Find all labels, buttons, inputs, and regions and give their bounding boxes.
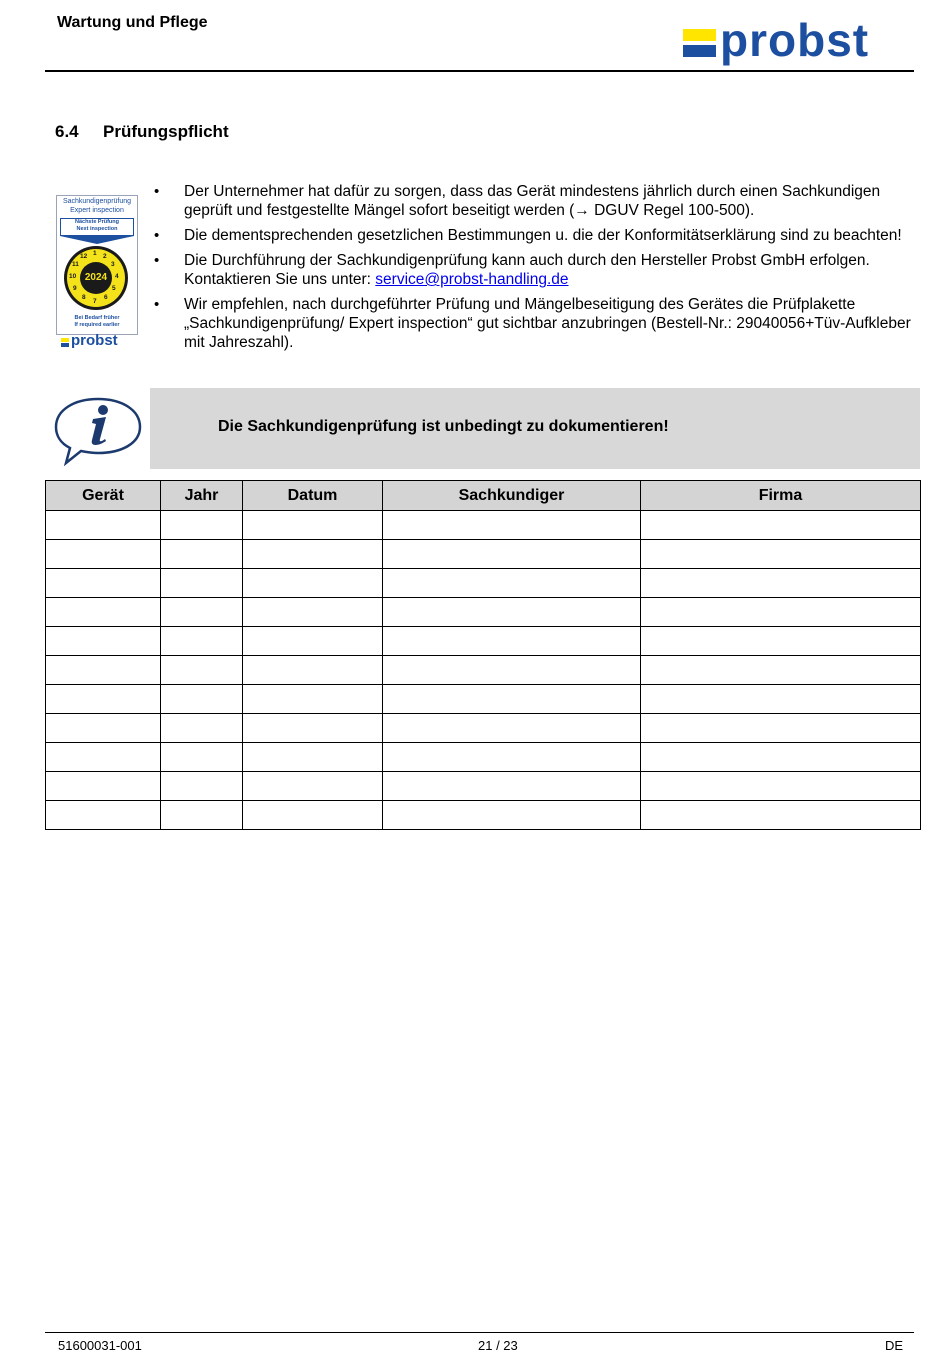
bullet-icon: • (154, 296, 160, 313)
table-cell[interactable] (641, 569, 921, 598)
list-item-text: Die dementsprechenden gesetzlichen Bestimmungen u. die der Konformitätserklärung sind zu beachten! (184, 227, 902, 244)
table-cell[interactable] (243, 685, 383, 714)
table-cell[interactable] (161, 540, 243, 569)
table-cell[interactable] (641, 801, 921, 830)
table-cell[interactable] (161, 598, 243, 627)
table-cell[interactable] (46, 743, 161, 772)
table-cell[interactable] (243, 772, 383, 801)
table-row (46, 656, 921, 685)
plaque-month: 9 (73, 285, 77, 292)
table-cell[interactable] (161, 801, 243, 830)
table-cell[interactable] (46, 569, 161, 598)
inspection-plaque-image (56, 195, 138, 353)
logo-blue-bar (683, 45, 716, 57)
plaque-card (56, 195, 138, 335)
inspection-log-table (45, 480, 921, 830)
logo-wordmark: probst (720, 14, 870, 66)
plaque-title-en: Expert inspection (70, 207, 124, 214)
service-email-link[interactable]: service@probst-handling.de (375, 271, 569, 288)
table-cell[interactable] (161, 656, 243, 685)
table-cell[interactable] (243, 598, 383, 627)
table-row (46, 801, 921, 830)
table-cell[interactable] (243, 569, 383, 598)
plaque-month: 1 (93, 250, 97, 257)
table-cell[interactable] (383, 714, 641, 743)
table-row (46, 598, 921, 627)
table-cell[interactable] (641, 772, 921, 801)
table-cell[interactable] (46, 598, 161, 627)
plaque-year: 2024 (80, 262, 112, 294)
header-divider (45, 70, 914, 72)
table-row (46, 627, 921, 656)
table-cell[interactable] (46, 627, 161, 656)
table-cell[interactable] (383, 685, 641, 714)
plaque-logo-yellow-bar (61, 338, 69, 342)
plaque-fine-en: If required earlier (74, 322, 120, 328)
table-row (46, 743, 921, 772)
column-header-datum: Datum (243, 481, 383, 511)
table-cell[interactable] (46, 656, 161, 685)
info-notice-text: Die Sachkundigenprüfung ist unbedingt zu dokumentieren! (218, 418, 669, 435)
list-item (152, 295, 922, 352)
list-item (152, 251, 922, 289)
list-item (152, 182, 922, 220)
plaque-month: 8 (82, 294, 86, 301)
plaque-fine-de: Bei Bedarf früher (74, 315, 120, 321)
table-cell[interactable] (46, 801, 161, 830)
table-cell[interactable] (243, 801, 383, 830)
table-cell[interactable] (383, 511, 641, 540)
plaque-next-en: Next inspection (76, 226, 118, 232)
logo-yellow-bar (683, 29, 716, 41)
plaque-next-box (60, 218, 134, 236)
bullet-icon: • (154, 252, 160, 269)
table-cell[interactable] (641, 743, 921, 772)
plaque-title-de: Sachkundigenprüfung (62, 198, 132, 205)
plaque-month: 10 (69, 273, 77, 280)
plaque-logo-blue-bar (61, 343, 69, 347)
table-cell[interactable] (46, 511, 161, 540)
table-cell[interactable] (46, 540, 161, 569)
plaque-month: 12 (80, 253, 88, 260)
probst-logo (680, 14, 908, 70)
table-cell[interactable] (46, 685, 161, 714)
plaque-month: 7 (93, 298, 97, 305)
table-cell[interactable] (641, 540, 921, 569)
column-header-firma: Firma (641, 481, 921, 511)
section-number: 6.4 (55, 122, 79, 141)
info-bubble-icon (52, 395, 144, 467)
table-cell[interactable] (383, 598, 641, 627)
plaque-month: 3 (111, 261, 115, 268)
table-cell[interactable] (243, 540, 383, 569)
list-item (152, 226, 922, 245)
bullet-icon: • (154, 227, 160, 244)
table-cell[interactable] (161, 511, 243, 540)
table-row (46, 714, 921, 743)
table-cell[interactable] (161, 685, 243, 714)
table-cell[interactable] (243, 743, 383, 772)
column-header-sachkundiger: Sachkundiger (383, 481, 641, 511)
table-cell[interactable] (383, 656, 641, 685)
table-cell[interactable] (641, 598, 921, 627)
table-cell[interactable] (641, 685, 921, 714)
table-cell[interactable] (161, 627, 243, 656)
table-cell[interactable] (383, 569, 641, 598)
table-body (46, 511, 921, 830)
table-cell[interactable] (243, 714, 383, 743)
table-cell[interactable] (243, 627, 383, 656)
table-cell[interactable] (383, 743, 641, 772)
table-row (46, 569, 921, 598)
section-title: Prüfungspflicht (103, 122, 229, 141)
plaque-month: 4 (115, 273, 119, 280)
footer-doc-number: 51600031-001 (58, 1338, 142, 1353)
footer-page-number: 21 / 23 (478, 1338, 518, 1353)
table-cell[interactable] (46, 714, 161, 743)
plaque-year-disc (64, 246, 128, 310)
table-row (46, 685, 921, 714)
table-cell[interactable] (641, 656, 921, 685)
table-cell[interactable] (641, 511, 921, 540)
table-cell[interactable] (161, 714, 243, 743)
plaque-logo-wordmark: probst (71, 332, 118, 349)
table-cell[interactable] (383, 772, 641, 801)
table-cell[interactable] (641, 627, 921, 656)
list-item-text: Wir empfehlen, nach durchgeführter Prüfung und Mängelbeseitigung des Gerätes die Prüfplakette „Sachkundigenprüfung/ Expert inspection“ gut sichtbar anzubringen (Bestell-Nr.: 29040056+Tüv-Aufkleber mit Jahreszahl). (184, 296, 911, 351)
footer-language: DE (885, 1338, 904, 1353)
list-item-text: Die Durchführung der Sachkundigenprüfung kann auch durch den Hersteller Probst GmbH erfolgen. Kontaktieren Sie uns unter: (184, 252, 870, 288)
requirements-list (152, 182, 922, 358)
list-item-text: Der Unternehmer hat dafür zu sorgen, dass das Gerät mindestens jährlich durch einen Sachkundigen geprüft und festgestellte Mängel sofort beseitigt werden (→ DGUV Regel 100-500). (184, 183, 881, 219)
table-cell[interactable] (161, 569, 243, 598)
table-cell[interactable] (383, 801, 641, 830)
table-row (46, 772, 921, 801)
footer-divider (45, 1332, 914, 1333)
plaque-month: 6 (104, 294, 108, 301)
plaque-arrow-icon (60, 236, 134, 244)
plaque-next-de: Nächste Prüfung (74, 219, 119, 225)
plaque-month: 11 (72, 261, 79, 268)
table-cell[interactable] (383, 627, 641, 656)
table-cell[interactable] (243, 656, 383, 685)
column-header-jahr: Jahr (161, 481, 243, 511)
bullet-icon: • (154, 183, 160, 200)
table-row (46, 540, 921, 569)
table-cell[interactable] (46, 772, 161, 801)
plaque-month: 5 (112, 285, 116, 292)
table-cell[interactable] (641, 714, 921, 743)
table-cell[interactable] (161, 772, 243, 801)
table-row (46, 511, 921, 540)
header-title: Wartung und Pflege (57, 14, 208, 31)
plaque-month: 2 (103, 253, 107, 260)
table-cell[interactable] (383, 540, 641, 569)
table-header-row (46, 481, 921, 511)
column-header-geraet: Gerät (46, 481, 161, 511)
table-cell[interactable] (161, 743, 243, 772)
table-cell[interactable] (243, 511, 383, 540)
